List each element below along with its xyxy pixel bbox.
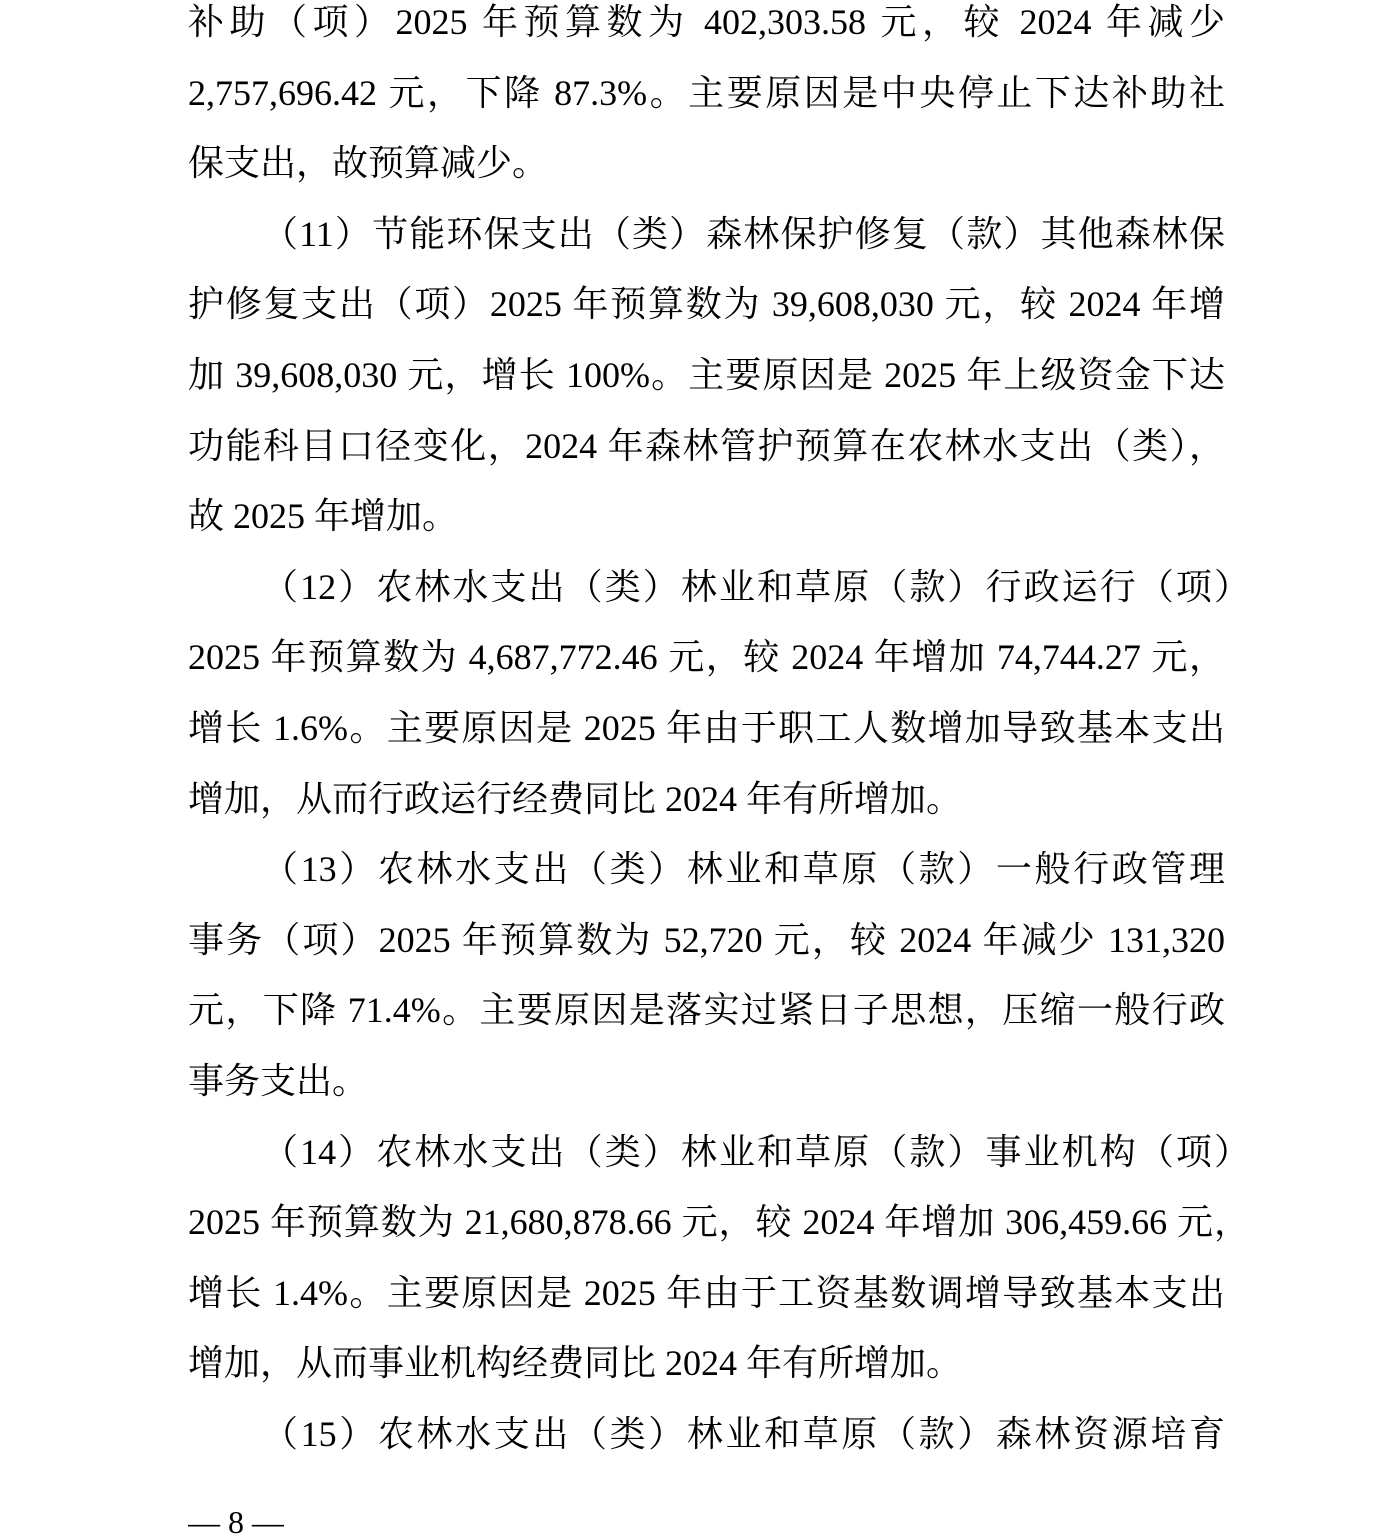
page-number: — 8 — — [188, 1506, 284, 1538]
paragraph-line: 事务支出。 — [188, 1061, 369, 1101]
paragraph-line: （13）农林水支出（类）林业和草原（款）一般行政管理 — [262, 849, 1225, 890]
paragraph-line: 增长 1.6%。主要原因是 2025 年由于职工人数增加导致基本支出 — [188, 708, 1225, 748]
paragraph-line: 增加，从而行政运行经费同比 2024 年有所增加。 — [188, 778, 963, 819]
paragraph-line: 2025 年预算数为 4,687,772.46 元，较 2024 年增加 74,744.27 元， — [188, 637, 1225, 678]
paragraph-line: 增加，从而事业机构经费同比 2024 年有所增加。 — [188, 1343, 963, 1384]
paragraph-line: 增长 1.4%。主要原因是 2025 年由于工资基数调增导致基本支出 — [188, 1272, 1225, 1313]
paragraph-line: 功能科目口径变化，2024 年森林管护预算在农林水支出（类）， — [188, 425, 1225, 466]
paragraph-line: 护修复支出（项）2025 年预算数为 39,608,030 元，较 2024 年增 — [188, 284, 1225, 325]
paragraph-line: 保支出，故预算减少。 — [188, 143, 549, 184]
paragraph-line: 加 39,608,030 元，增长 100%。主要原因是 2025 年上级资金下达 — [188, 355, 1225, 395]
paragraph-line: （12）农林水支出（类）林业和草原（款）行政运行（项） — [262, 566, 1250, 607]
paragraph-line: 2,757,696.42 元，下降 87.3%。主要原因是中央停止下达补助社 — [188, 72, 1225, 113]
paragraph-line: （11）节能环保支出（类）森林保护修复（款）其他森林保 — [262, 213, 1225, 254]
paragraph-line: （14）农林水支出（类）林业和草原（款）事业机构（项） — [262, 1131, 1250, 1172]
paragraph-line: （15）农林水支出（类）林业和草原（款）森林资源培育 — [262, 1414, 1225, 1454]
paragraph-line: 2025 年预算数为 21,680,878.66 元，较 2024 年增加 306,459.66 元， — [188, 1202, 1250, 1243]
paragraph-line: 补助（项）2025 年预算数为 402,303.58 元，较 2024 年减少 — [188, 2, 1225, 42]
paragraph-line: 事务（项）2025 年预算数为 52,720 元，较 2024 年减少 131,320 — [188, 919, 1225, 960]
paragraph-line: 故 2025 年增加。 — [188, 496, 459, 537]
paragraph-line: 元，下降 71.4%。主要原因是落实过紧日子思想，压缩一般行政 — [188, 990, 1225, 1031]
